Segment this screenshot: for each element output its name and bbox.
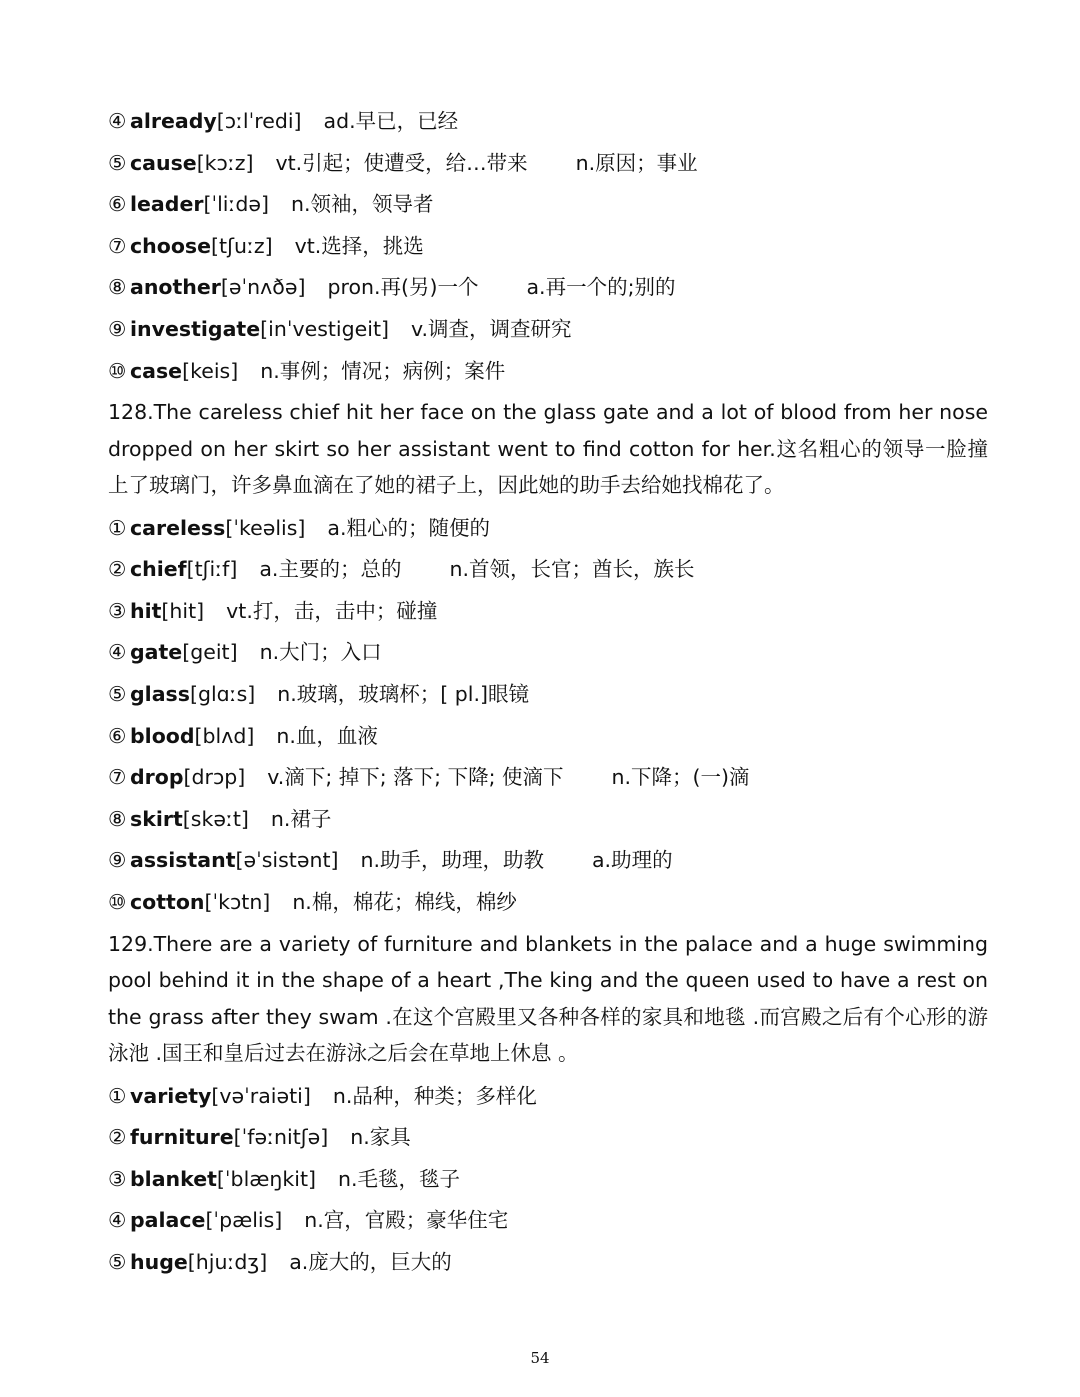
- entry-word: skirt: [130, 806, 183, 831]
- entry-definition: a.粗心的；随便的: [327, 515, 491, 540]
- entry-word: huge: [130, 1249, 188, 1274]
- entry-word: careless: [130, 515, 226, 540]
- entry-word: gate: [130, 640, 183, 665]
- vocab-entry: [108, 101, 988, 143]
- vocab-entry: [108, 508, 988, 550]
- entry-definition-secondary: n.下降；(一)滴: [611, 765, 750, 790]
- sentence-chinese: 在这个宫殿里又各种各样的家具和地毯 .而宫殿之后有个心形的游泳池 .国王和皇后过去在游泳之后会在草地上休息 。: [108, 1004, 988, 1066]
- entry-number: ⑦: [108, 233, 127, 258]
- entry-phonetic: [ɔːlˈredi]: [216, 109, 302, 133]
- vocab-entry: [108, 674, 988, 716]
- entry-definition: a.主要的；总的: [259, 557, 402, 582]
- entry-number: ④: [108, 109, 127, 133]
- entry-definition: vt.打，击，击中；碰撞: [226, 598, 438, 623]
- entry-phonetic: [skəːt]: [182, 806, 249, 831]
- vocab-entry: [108, 226, 988, 268]
- vocab-entry: [108, 840, 988, 882]
- entry-definition: vt.选择，挑选: [294, 233, 424, 258]
- entry-number: ①: [108, 515, 127, 540]
- entry-definition: n.大门；入口: [259, 640, 382, 665]
- document-page: [108, 101, 988, 1284]
- entry-phonetic: [ˈliːdə]: [203, 192, 270, 217]
- entry-phonetic: [ˈkɔtn]: [204, 890, 271, 914]
- vocab-entry: [108, 309, 988, 351]
- entry-word: variety: [130, 1083, 212, 1108]
- entry-word: assistant: [130, 848, 236, 873]
- entry-number: ③: [108, 1166, 127, 1191]
- entry-word: cotton: [130, 890, 205, 914]
- entry-word: hit: [130, 598, 162, 623]
- sentence-paragraph: [108, 926, 988, 1072]
- vocab-entry: [108, 757, 988, 799]
- entry-word: investigate: [130, 316, 261, 341]
- entry-definition-secondary: a.助理的: [592, 848, 673, 873]
- vocab-entry: [108, 716, 988, 758]
- entry-word: choose: [130, 233, 212, 258]
- vocab-entry: [108, 882, 988, 924]
- entry-word: chief: [130, 557, 187, 582]
- vocab-entry: [108, 591, 988, 633]
- entry-phonetic: [əˈnʌðə]: [220, 275, 306, 300]
- entry-number: ⑦: [108, 765, 127, 790]
- entry-number: ⑩: [108, 358, 127, 383]
- entry-number: ⑨: [108, 316, 127, 341]
- vocab-entry: [108, 184, 988, 226]
- entry-word: case: [130, 358, 183, 383]
- entry-word: blood: [130, 723, 195, 748]
- entry-phonetic: [tʃiːf]: [186, 557, 238, 582]
- vocab-entry: [108, 1117, 988, 1159]
- entry-word: furniture: [130, 1125, 234, 1150]
- entry-definition: v.调查，调查研究: [410, 316, 572, 341]
- entry-number: ⑩: [108, 890, 127, 914]
- sentence-paragraph: [108, 394, 988, 504]
- vocab-entry: [108, 1159, 988, 1201]
- entry-phonetic: [glɑːs]: [189, 682, 256, 707]
- entry-number: ⑤: [108, 1249, 127, 1274]
- entry-phonetic: [inˈvestigeit]: [260, 316, 389, 341]
- entry-definition: n.棉，棉花；棉线，棉纱: [292, 890, 517, 914]
- vocab-entry: [108, 351, 988, 393]
- entry-definition: v.滴下; 掉下; 落下; 下降; 使滴下: [267, 765, 564, 790]
- entry-definition: a.庞大的，巨大的: [289, 1249, 452, 1274]
- sentence-english: 128.The careless chief hit her face on the glass gate and a lot of blood from her nose dropped on her skirt so her assistant went to find cotton for her.: [108, 400, 988, 461]
- entry-definition-secondary: n.首领，长官；酋长，族长: [449, 557, 695, 582]
- entry-phonetic: [tʃuːz]: [211, 233, 273, 258]
- entry-word: cause: [130, 150, 197, 175]
- page-number: 54: [530, 1349, 550, 1367]
- vocab-entry: [108, 549, 988, 591]
- entry-phonetic: [hit]: [161, 598, 205, 623]
- entry-phonetic: [vəˈraiəti]: [211, 1083, 311, 1108]
- entry-number: ⑨: [108, 848, 127, 873]
- entry-definition: n.毛毯，毯子: [338, 1166, 461, 1191]
- entry-definition: n.领袖，领导者: [291, 192, 434, 217]
- vocab-entry: [108, 799, 988, 841]
- entry-number: ⑥: [108, 192, 127, 217]
- sentence-english: 129.There are a variety of furniture and blankets in the palace and a huge swimming pool behind it in the shape of a heart ,The king and the queen used to have a rest on the grass after they swam .: [108, 931, 988, 1029]
- entry-word: drop: [130, 765, 184, 790]
- entry-definition: n.事例；情况；病例；案件: [260, 358, 506, 383]
- entry-phonetic: [blʌd]: [194, 723, 255, 748]
- entry-word: already: [130, 109, 217, 133]
- vocab-entry: [108, 632, 988, 674]
- entry-word: palace: [130, 1208, 206, 1233]
- entry-phonetic: [drɔp]: [183, 765, 246, 790]
- entry-definition: pron.再(另)一个: [327, 275, 479, 300]
- entry-definition: n.裙子: [270, 806, 332, 831]
- entry-number: ④: [108, 1208, 127, 1233]
- entry-number: ⑧: [108, 806, 127, 831]
- entry-number: ②: [108, 557, 127, 582]
- vocab-entry: [108, 1242, 988, 1284]
- entry-definition: ad.早已，已经: [323, 109, 459, 133]
- entry-number: ①: [108, 1083, 127, 1108]
- entry-definition: n.血，血液: [276, 723, 378, 748]
- entry-definition-secondary: a.再一个的;别的: [526, 275, 676, 300]
- entry-phonetic: [əˈsistənt]: [235, 848, 339, 873]
- entry-definition: n.宫，官殿；豪华住宅: [304, 1208, 509, 1233]
- entry-number: ⑤: [108, 150, 127, 175]
- entry-definition: vt.引起；使遭受，给…带来: [275, 150, 528, 175]
- vocab-entry: [108, 1200, 988, 1242]
- entry-definition: n.玻璃，玻璃杯；[ pl.]眼镜: [277, 682, 530, 707]
- entry-word: glass: [130, 682, 190, 707]
- entry-phonetic: [kɔːz]: [196, 150, 254, 175]
- entry-number: ⑥: [108, 723, 127, 748]
- entry-phonetic: [keis]: [182, 358, 239, 383]
- entry-phonetic: [ˈpælis]: [205, 1208, 283, 1233]
- entry-phonetic: [ˈfəːnitʃə]: [233, 1125, 329, 1150]
- entry-definition: n.助手，助理，助教: [360, 848, 544, 873]
- sentence-chinese: 这名粗心的领导一脸撞上了玻璃门，许多鼻血滴在了她的裙子上，因此她的助手去给她找棉花了。: [108, 436, 989, 498]
- entry-number: ④: [108, 640, 127, 665]
- entry-phonetic: [geit]: [182, 640, 238, 665]
- entry-definition-secondary: n.原因；事业: [575, 150, 698, 175]
- entry-phonetic: [hjuːdʒ]: [187, 1249, 268, 1274]
- entry-word: blanket: [130, 1166, 217, 1191]
- entry-number: ⑧: [108, 275, 127, 300]
- vocab-entry: [108, 143, 988, 185]
- entry-word: leader: [130, 192, 204, 217]
- entry-number: ③: [108, 598, 127, 623]
- entry-number: ②: [108, 1125, 127, 1150]
- entry-phonetic: [ˈblæŋkit]: [216, 1166, 316, 1191]
- entry-definition: n.家具: [350, 1125, 411, 1150]
- entry-definition: n.品种，种类；多样化: [332, 1083, 537, 1108]
- entry-number: ⑤: [108, 682, 127, 707]
- entry-phonetic: [ˈkeəlis]: [225, 515, 306, 540]
- vocab-entry: [108, 1076, 988, 1118]
- entry-word: another: [130, 275, 221, 300]
- vocab-entry: [108, 267, 988, 309]
